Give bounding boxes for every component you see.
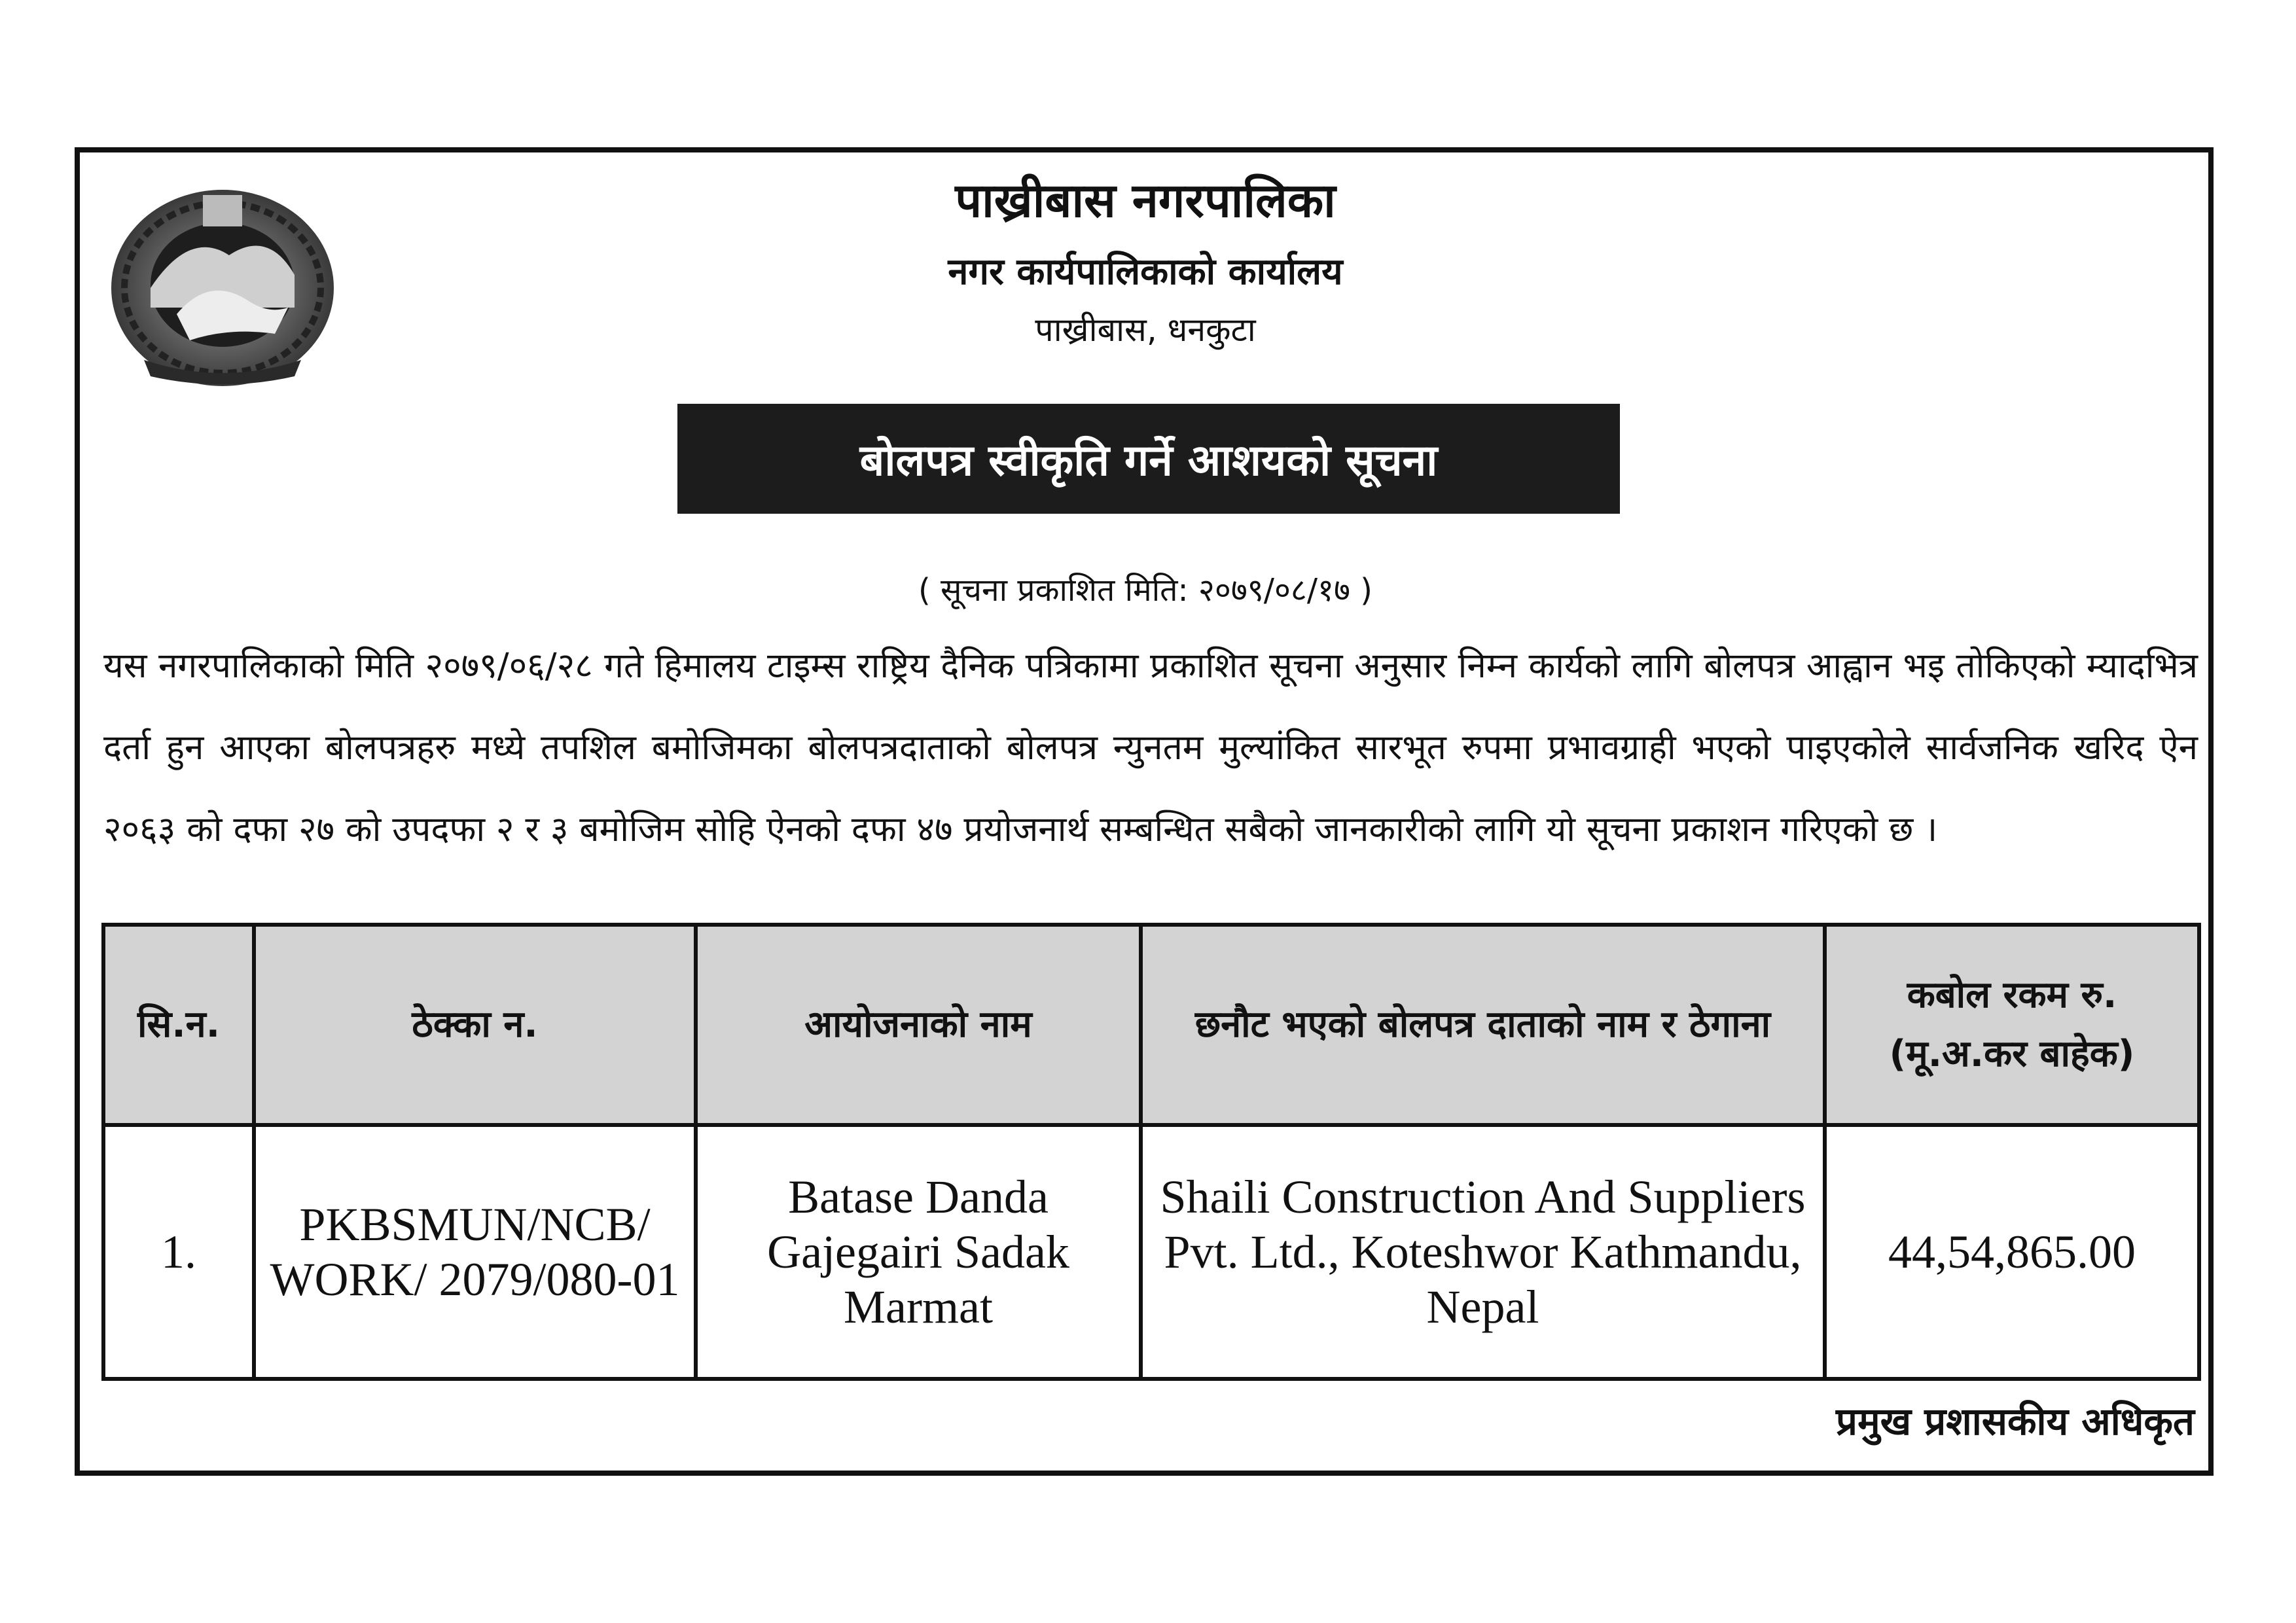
header-amount: कबोल रकम रु. (मू.अ.कर बाहेक) [1825,925,2199,1125]
cell-sn: 1. [103,1125,254,1379]
published-date: ( सूचना प्रकाशित मिति: २०७९/०८/१७ ) [918,572,1372,609]
header-contract-no: ठेक्का न. [254,925,696,1125]
header-bidder: छनौट भएको बोलपत्र दाताको नाम र ठेगाना [1141,925,1825,1125]
office-subtitle: नगर कार्यपालिकाको कार्यालय [948,251,1343,293]
cell-project: Batase Danda Gajegairi Sadak Marmat [696,1125,1141,1379]
cell-amount: 44,54,865.00 [1825,1125,2199,1379]
header-project: आयोजनाको नाम [696,925,1141,1125]
signatory-designation: प्रमुख प्रशासकीय अधिकृत [1835,1399,2195,1444]
table-row [103,1125,2199,1379]
office-address: पाख्रीबास, धनकुटा [1035,311,1256,349]
notice-title: बोलपत्र स्वीकृति गर्ने आशयको सूचना [859,435,1438,486]
government-emblem-icon [98,177,347,393]
award-table [101,923,2201,1381]
cell-bidder: Shaili Construction And Suppliers Pvt. Ltd., Koteshwor Kathmandu, Nepal [1141,1125,1825,1379]
notice-body: यस नगरपालिकाको मिति २०७९/०६/२८ गते हिमालय टाइम्स राष्ट्रिय दैनिक पत्रिकामा प्रकाशित सूचना अनुसार निम्न कार्यको लागि बोलपत्र आह्वान भइ तोकिएको म्यादभित्र दर्ता हुन आएका बोलपत्रहरु मध्ये तपशिल बमोजिमका बोलपत्रदाताको बोलपत्र न्युनतम मुल्यांकित सारभूत रुपमा प्रभावग्राही भएको पाइएकोले सार्वजनिक खरिद ऐन २०६३ को दफा २७ को उपदफा २ र ३ बमोजिम सोहि ऐनको दफा ४७ प्रयोजनार्थ सम्बन्धित सबैको जानकारीको लागि यो सूचना प्रकाशन गरिएको छ । [103,646,2198,849]
office-name: पाख्रीबास नगरपालिका [955,173,1336,228]
header-sn: सि.न. [103,925,254,1125]
notice-title-banner [677,404,1620,514]
table-header-row [103,925,2199,1125]
cell-contract-no: PKBSMUN/NCB/ WORK/ 2079/080-01 [254,1125,696,1379]
